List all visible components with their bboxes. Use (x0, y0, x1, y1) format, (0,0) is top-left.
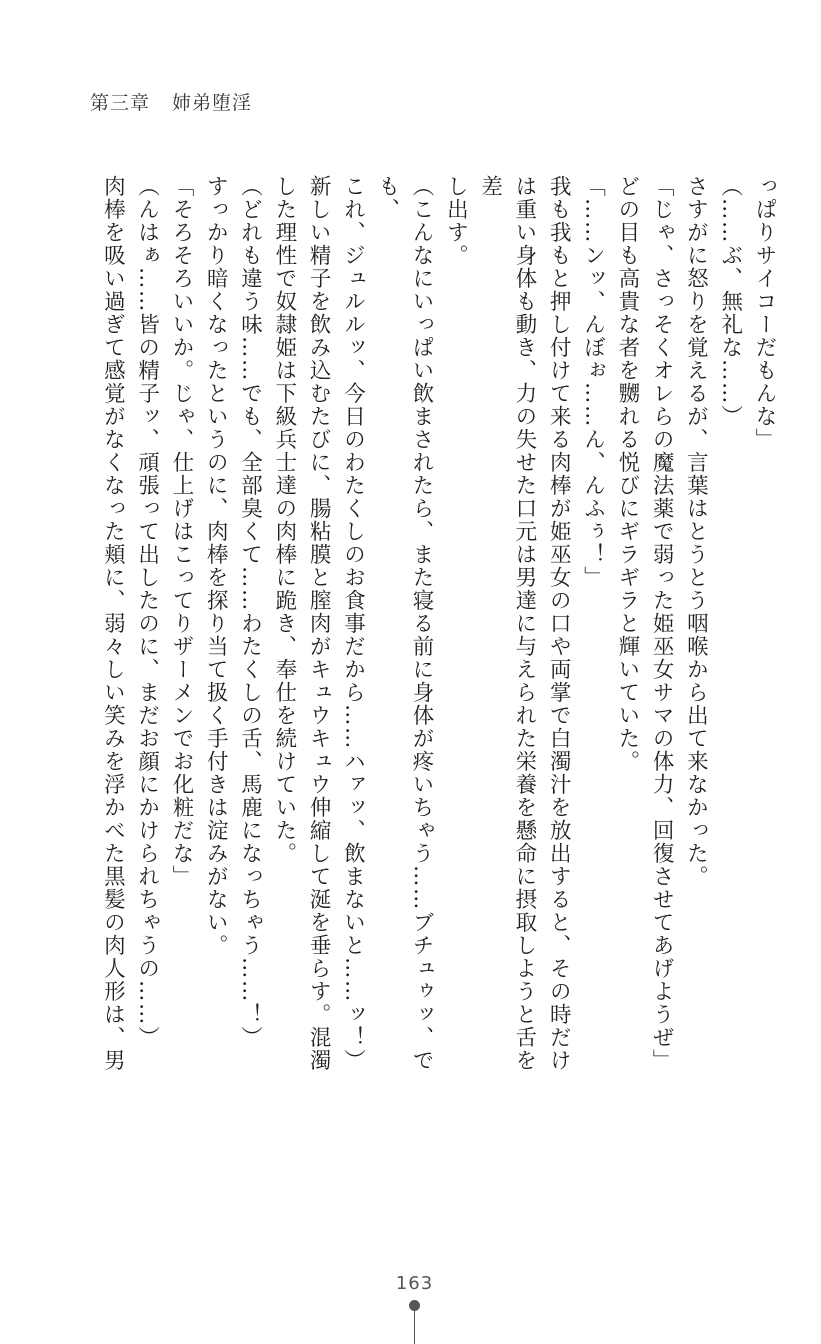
text-line: （こんなにいっぱい飲まされたら、また寝る前に身体が疼いちゃう……ブチュゥッ、でも、 (374, 175, 435, 1072)
text-line: これ、ジュルルッ、今日のわたくしのお食事だから……ハァッ、飲まないと……ッ！） (340, 175, 366, 1072)
text-line: 新しい精子を飲み込むたびに、腸粘膜と膣肉がキュウキュウ伸縮して涎を垂らす。混濁 (306, 175, 332, 1072)
text-line: 「じゃ、さっそくオレらの魔法薬で弱った姫巫女サマの体力、回復させてあげようぜ」 (649, 175, 675, 1072)
text-line: 「……ンッ、んぼぉ……ん、んふぅ！」 (580, 175, 606, 589)
text-line: （どれも違う味……でも、全部臭くて……わたくしの舌、馬鹿になっちゃう……！） (237, 175, 263, 1049)
chapter-number: 第三章 (90, 92, 151, 114)
folio-line-ornament (414, 1310, 415, 1344)
text-line: 我も我もと押し付けて来る肉棒が姫巫女の口や両掌で白濁汁を放出すると、その時だけ (546, 175, 572, 1072)
text-line: すっかり暗くなったというのに、肉棒を探り当て扱く手付きは淀みがない。 (203, 175, 229, 957)
text-line: 「そろそろいいか。じゃ、仕上げはこってりザーメンでお化粧だな」 (168, 175, 194, 888)
text-line: （んはぁ……皆の精子ッ、頑張って出したのに、まだお顔にかけられちゃうの……） (134, 175, 160, 1049)
body-text (41, 175, 781, 1075)
text-line: （……ぶ、無礼な……） (717, 175, 743, 428)
running-head (90, 88, 252, 115)
text-line: した理性で奴隷姫は下級兵士達の肉棒に跪き、奉仕を続けていた。 (271, 175, 297, 865)
text-line: っぱりサイコーだもんな」 (752, 175, 777, 451)
page-number: 163 (395, 1273, 434, 1294)
text-line: 肉棒を吸い過ぎて感覚がなくなった頬に、弱々しい笑みを浮かべた黒髪の肉人形は、男 (100, 175, 126, 1072)
text-line: は重い身体も動き、力の失せた口元は男達に与えられた栄養を懸命に摂取しようと舌を差 (477, 175, 537, 1072)
text-line: どの目も高貴な者を嬲れる悦びにギラギラと輝いていた。 (614, 175, 640, 773)
text-line: し出す。 (443, 175, 469, 267)
text-line: さすがに怒りを覚えるが、言葉はとうとう咽喉から出て来なかった。 (683, 175, 709, 888)
chapter-title: 姉弟堕淫 (172, 92, 253, 114)
